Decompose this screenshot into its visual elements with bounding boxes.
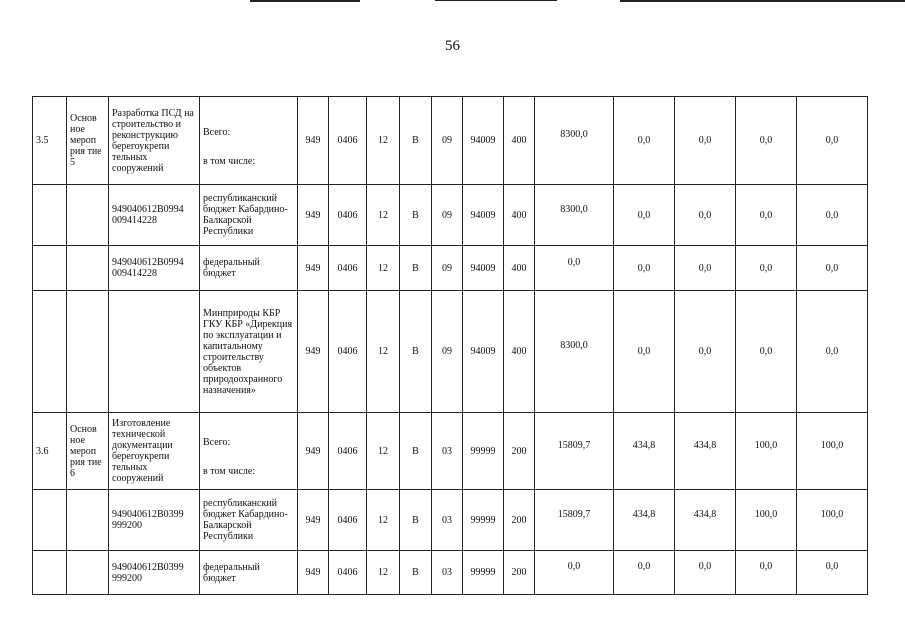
year-4-amount: 0,0 bbox=[797, 246, 868, 291]
direction-code: 94009 bbox=[463, 291, 504, 413]
funding-source: федеральный бюджет bbox=[200, 551, 298, 595]
program-code: 12 bbox=[367, 246, 400, 291]
year-3-amount: 0,0 bbox=[736, 97, 797, 185]
year-2-amount: 434,8 bbox=[675, 490, 736, 551]
source-total-label: Всего: bbox=[203, 437, 231, 448]
subprogram-code: В bbox=[400, 291, 432, 413]
expense-type-code: 400 bbox=[504, 185, 535, 246]
subprogram-code: В bbox=[400, 490, 432, 551]
event-code: 09 bbox=[432, 291, 463, 413]
table-row bbox=[33, 551, 868, 595]
year-4-amount: 0,0 bbox=[797, 551, 868, 595]
header-rule-1 bbox=[250, 0, 360, 2]
event-type bbox=[67, 291, 109, 413]
section-code: 0406 bbox=[329, 246, 367, 291]
event-name: Разработка ПСД на строительство и реконструкцию берегоукрепи тельных сооружений bbox=[109, 97, 200, 185]
direction-code: 99999 bbox=[463, 490, 504, 551]
row-number: 3.6 bbox=[33, 413, 67, 490]
year-1-amount: 434,8 bbox=[614, 490, 675, 551]
section-code: 0406 bbox=[329, 185, 367, 246]
year-4-amount: 0,0 bbox=[797, 185, 868, 246]
event-code: 09 bbox=[432, 97, 463, 185]
program-code: 12 bbox=[367, 551, 400, 595]
source-including-label: в том числе: bbox=[203, 155, 256, 167]
source-total-label: Всего: bbox=[203, 126, 231, 138]
year-2-amount: 0,0 bbox=[675, 97, 736, 185]
source-including-label: в том числе: bbox=[203, 466, 256, 477]
table-row bbox=[33, 246, 868, 291]
program-code: 12 bbox=[367, 413, 400, 490]
grbs-code: 949 bbox=[298, 246, 329, 291]
grbs-code: 949 bbox=[298, 97, 329, 185]
subprogram-code: В bbox=[400, 185, 432, 246]
total-amount: 8300,0 bbox=[535, 291, 614, 413]
year-3-amount: 0,0 bbox=[736, 291, 797, 413]
program-code: 12 bbox=[367, 490, 400, 551]
total-amount: 15809,7 bbox=[535, 413, 614, 490]
section-code: 0406 bbox=[329, 97, 367, 185]
funding-source: федеральный бюджет bbox=[200, 246, 298, 291]
funding-source bbox=[200, 413, 298, 490]
table-row bbox=[33, 413, 868, 490]
event-type bbox=[67, 551, 109, 595]
year-4-amount: 0,0 bbox=[797, 291, 868, 413]
subprogram-code: В bbox=[400, 97, 432, 185]
program-code: 12 bbox=[367, 185, 400, 246]
event-name: Изготовление технической документации берегоукрепи тельных сооружений bbox=[109, 413, 200, 490]
event-code: 09 bbox=[432, 185, 463, 246]
funding-source: республиканский бюджет Кабардино-Балкарской Республики bbox=[200, 490, 298, 551]
year-3-amount: 0,0 bbox=[736, 185, 797, 246]
row-number bbox=[33, 551, 67, 595]
expense-type-code: 400 bbox=[504, 97, 535, 185]
total-amount: 0,0 bbox=[535, 551, 614, 595]
year-1-amount: 0,0 bbox=[614, 97, 675, 185]
total-amount: 0,0 bbox=[535, 246, 614, 291]
total-amount: 8300,0 bbox=[535, 185, 614, 246]
subprogram-code: В bbox=[400, 413, 432, 490]
year-1-amount: 0,0 bbox=[614, 291, 675, 413]
budget-classification-code: 949040612В0994 009414228 bbox=[109, 185, 200, 246]
section-code: 0406 bbox=[329, 413, 367, 490]
header-rule-3 bbox=[620, 0, 905, 2]
row-number bbox=[33, 490, 67, 551]
section-code: 0406 bbox=[329, 551, 367, 595]
program-code: 12 bbox=[367, 291, 400, 413]
budget-table bbox=[32, 96, 868, 595]
direction-code: 94009 bbox=[463, 97, 504, 185]
year-4-amount: 100,0 bbox=[797, 413, 868, 490]
year-2-amount: 0,0 bbox=[675, 185, 736, 246]
year-3-amount: 0,0 bbox=[736, 246, 797, 291]
subprogram-code: В bbox=[400, 246, 432, 291]
grbs-code: 949 bbox=[298, 185, 329, 246]
expense-type-code: 200 bbox=[504, 413, 535, 490]
year-2-amount: 434,8 bbox=[675, 413, 736, 490]
direction-code: 94009 bbox=[463, 246, 504, 291]
grbs-code: 949 bbox=[298, 551, 329, 595]
year-1-amount: 0,0 bbox=[614, 246, 675, 291]
table-row bbox=[33, 490, 868, 551]
table-row bbox=[33, 291, 868, 413]
year-1-amount: 0,0 bbox=[614, 551, 675, 595]
budget-classification-code: 949040612В0399 999200 bbox=[109, 551, 200, 595]
table-row bbox=[33, 97, 868, 185]
event-type bbox=[67, 246, 109, 291]
funding-source bbox=[200, 97, 298, 185]
grbs-code: 949 bbox=[298, 490, 329, 551]
event-type bbox=[67, 490, 109, 551]
event-type: Основ ное мероп рия тие 5 bbox=[67, 97, 109, 185]
section-code: 0406 bbox=[329, 490, 367, 551]
budget-classification-code bbox=[109, 291, 200, 413]
year-2-amount: 0,0 bbox=[675, 246, 736, 291]
year-3-amount: 100,0 bbox=[736, 490, 797, 551]
header-rule-2 bbox=[435, 0, 557, 1]
direction-code: 99999 bbox=[463, 413, 504, 490]
row-number bbox=[33, 291, 67, 413]
year-1-amount: 0,0 bbox=[614, 185, 675, 246]
row-number: 3.5 bbox=[33, 97, 67, 185]
year-3-amount: 0,0 bbox=[736, 551, 797, 595]
event-code: 03 bbox=[432, 551, 463, 595]
table-row bbox=[33, 185, 868, 246]
year-4-amount: 0,0 bbox=[797, 97, 868, 185]
year-1-amount: 434,8 bbox=[614, 413, 675, 490]
budget-classification-code: 949040612В0399 999200 bbox=[109, 490, 200, 551]
year-2-amount: 0,0 bbox=[675, 291, 736, 413]
grbs-code: 949 bbox=[298, 291, 329, 413]
event-type bbox=[67, 185, 109, 246]
expense-type-code: 200 bbox=[504, 551, 535, 595]
direction-code: 99999 bbox=[463, 551, 504, 595]
event-code: 03 bbox=[432, 490, 463, 551]
year-3-amount: 100,0 bbox=[736, 413, 797, 490]
row-number bbox=[33, 185, 67, 246]
expense-type-code: 400 bbox=[504, 246, 535, 291]
event-type: Основ ное мероп рия тие 6 bbox=[67, 413, 109, 490]
year-4-amount: 100,0 bbox=[797, 490, 868, 551]
program-code: 12 bbox=[367, 97, 400, 185]
subprogram-code: В bbox=[400, 551, 432, 595]
direction-code: 94009 bbox=[463, 185, 504, 246]
funding-source: Минприроды КБР ГКУ КБР «Дирекция по эксплуатации и капитальному строительству объектов природоохранного назначения» bbox=[200, 291, 298, 413]
event-code: 03 bbox=[432, 413, 463, 490]
row-number bbox=[33, 246, 67, 291]
total-amount: 15809,7 bbox=[535, 490, 614, 551]
budget-classification-code: 949040612В0994 009414228 bbox=[109, 246, 200, 291]
grbs-code: 949 bbox=[298, 413, 329, 490]
total-amount: 8300,0 bbox=[535, 97, 614, 185]
expense-type-code: 400 bbox=[504, 291, 535, 413]
section-code: 0406 bbox=[329, 291, 367, 413]
funding-source: республиканский бюджет Кабардино-Балкарской Республики bbox=[200, 185, 298, 246]
year-2-amount: 0,0 bbox=[675, 551, 736, 595]
event-code: 09 bbox=[432, 246, 463, 291]
page-number: 56 bbox=[445, 38, 460, 54]
expense-type-code: 200 bbox=[504, 490, 535, 551]
